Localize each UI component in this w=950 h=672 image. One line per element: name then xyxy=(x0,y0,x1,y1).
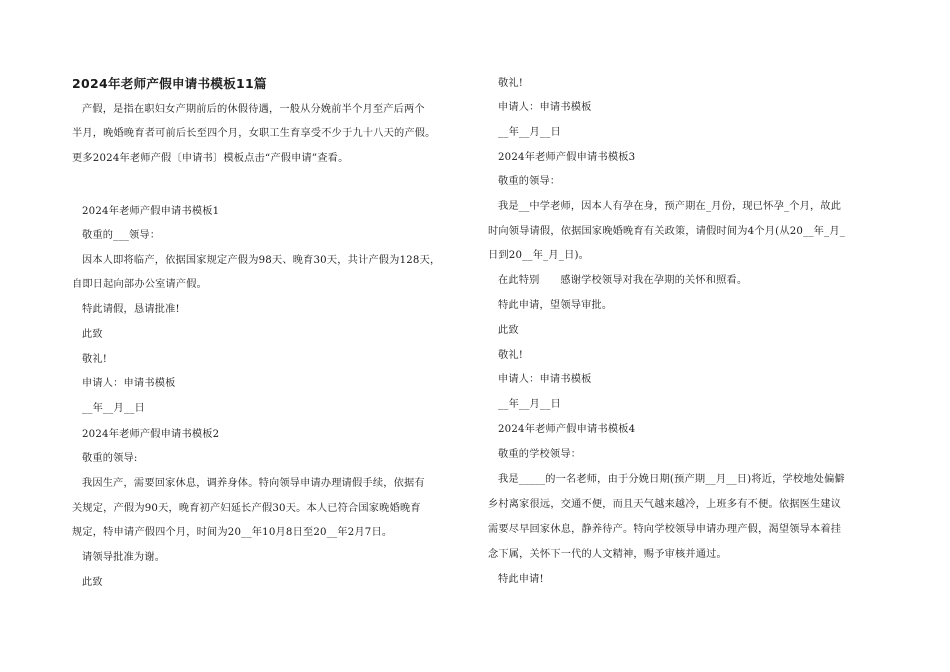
template-2-closing-1: 此致 xyxy=(82,577,103,588)
template-3-closing-2: 敬礼! xyxy=(498,350,524,361)
document-title: 2024年老师产假申请书模板11篇 xyxy=(72,76,267,91)
intro-line-2: 半月，晚婚晚育者可前后长至四个月，女职工生育享受不少于九十八天的产假。 xyxy=(72,128,436,139)
template-1-heading: 2024年老师产假申请书模板1 xyxy=(82,206,220,217)
template-1-body-2: 自即日起向部办公室请产假。 xyxy=(72,279,208,290)
intro-line-1: 产假，是指在职妇女产期前后的休假待遇，一般从分娩前半个月至产后两个 xyxy=(82,104,425,115)
template-2-closing-2: 敬礼! xyxy=(498,78,524,89)
template-3-applicant: 申请人：申请书模板 xyxy=(498,374,592,385)
template-4-body-2: 乡村离家很远，交通不便，而且天气越来越冷，上班多有不便。依据医生建议 xyxy=(488,499,842,510)
intro-line-3: 更多2024年老师产假〔申请书〕模板点击“产假申请”查看。 xyxy=(72,153,349,164)
template-2-request: 请领导批准为谢。 xyxy=(82,552,166,563)
template-3-date: __年__月__日 xyxy=(498,399,561,410)
template-3-heading: 2024年老师产假申请书模板3 xyxy=(498,152,636,163)
template-3-request: 特此申请，望领导审批。 xyxy=(498,300,613,311)
template-2-body-1: 我因生产，需要回家休息，调养身体。特向领导申请办理请假手续，依据有 xyxy=(82,478,425,489)
template-1-body-1: 因本人即将临产，依据国家规定产假为98天、晚育30天，共计产假为128天， xyxy=(82,255,441,266)
template-1-applicant: 申请人：申请书模板 xyxy=(82,378,176,389)
template-2-date: __年__月__日 xyxy=(498,127,561,138)
template-1-closing-2: 敬礼! xyxy=(82,354,108,365)
template-3-body-3: 日到20__年_月_日)。 xyxy=(488,250,590,261)
template-4-salutation: 敬重的学校领导： xyxy=(498,449,582,460)
template-4-heading: 2024年老师产假申请书模板4 xyxy=(498,424,636,435)
template-2-body-2: 关规定，产假为90天，晚育初产妇延长产假30天。本人已符合国家晚婚晚育 xyxy=(72,503,421,514)
template-3-closing-1: 此致 xyxy=(498,325,519,336)
template-4-body-3: 需要尽早回家休息，静养待产。特向学校领导申请办理产假，渴望领导本着挂 xyxy=(488,524,842,535)
template-3-body-1: 我是__中学老师，因本人有孕在身，预产期在_月份，现已怀孕_个月，故此 xyxy=(498,201,842,212)
template-1-date: __年__月__日 xyxy=(82,403,145,414)
template-1-salutation: 敬重的___领导： xyxy=(82,230,161,241)
template-3-salutation: 敬重的领导： xyxy=(498,176,561,187)
template-2-body-3: 规定，特申请产假四个月，时间为20__年10月8日至20__年2月7日。 xyxy=(72,527,393,538)
template-1-request: 特此请假，恳请批准! xyxy=(82,304,180,315)
template-3-body-2: 时向领导请假，依据国家晚婚晚育有关政策，请假时间为4个月(从20__年_月_ xyxy=(488,226,846,237)
template-1-closing-1: 此致 xyxy=(82,329,103,340)
template-4-body-1: 我是_____的一名老师，由于分娩日期(预产期__月__日)将近，学校地处偏僻 xyxy=(498,474,845,485)
template-4-request: 特此申请! xyxy=(498,574,544,585)
template-2-salutation: 敬重的领导: xyxy=(82,453,138,464)
template-4-body-4: 念下属，关怀下一代的人文精神，赐予审核并通过。 xyxy=(488,549,727,560)
template-2-applicant: 申请人：申请书模板 xyxy=(498,102,592,113)
template-2-heading: 2024年老师产假申请书模板2 xyxy=(82,429,220,440)
template-3-thanks: 在此特别 感谢学校领导对我在孕期的关怀和照看。 xyxy=(498,275,748,286)
